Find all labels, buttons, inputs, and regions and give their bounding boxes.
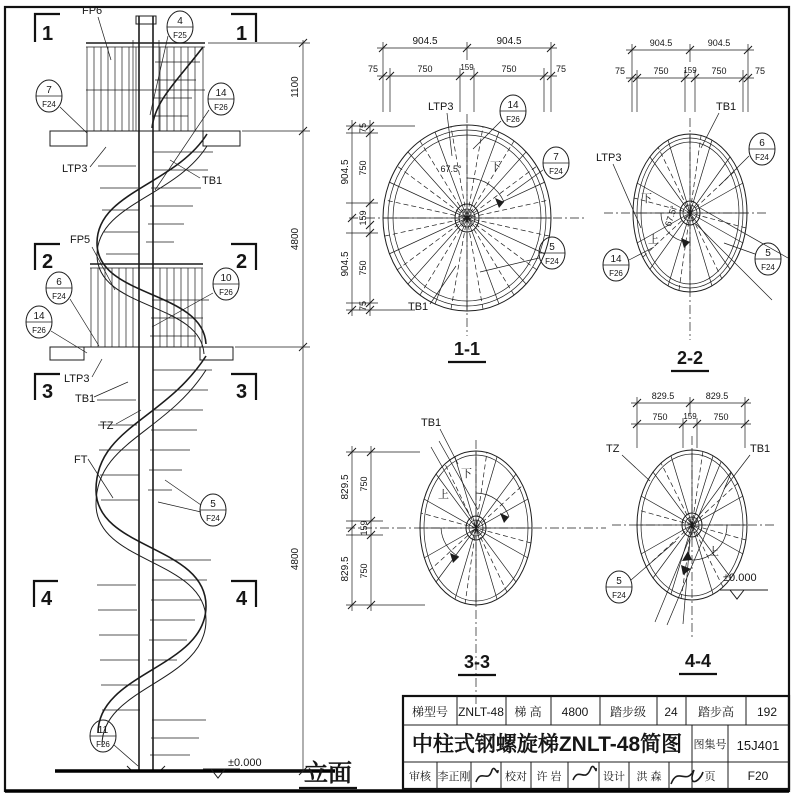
- dim: 750: [358, 260, 368, 276]
- callout-page: F24: [42, 100, 56, 109]
- callout-number: 7: [46, 85, 52, 96]
- designer-name: 洪 森: [636, 771, 662, 783]
- drawing-title: 中柱式钢螺旋梯ZNLT-48简图: [411, 733, 683, 756]
- callout-page: F24: [612, 591, 626, 600]
- label-tz: TZ: [100, 420, 114, 432]
- dim: 829.5: [651, 391, 675, 401]
- callout-5-elevation: [158, 480, 226, 526]
- callout-number: 7: [553, 152, 559, 163]
- callout-number: 14: [215, 88, 227, 99]
- plan44-dims-top: [631, 391, 751, 448]
- dim: 159: [683, 66, 697, 75]
- plan44-callout-5: [606, 541, 676, 603]
- dim: 829.5: [340, 474, 351, 500]
- dim: 750: [359, 563, 369, 579]
- plan33-dims-left: [340, 446, 425, 611]
- atlas-label: 图集号: [693, 739, 727, 751]
- callout-number: 5: [549, 242, 555, 253]
- plan44-centerlines: [612, 436, 775, 640]
- check-label: 校对: [505, 771, 527, 783]
- view-title: 立面: [304, 760, 352, 787]
- spiral-stair: [96, 47, 213, 755]
- plan-view-2-2: [596, 38, 788, 371]
- plan44-exit-stringers: [655, 462, 731, 625]
- section-number: 2: [236, 251, 248, 273]
- dim: 75: [555, 64, 567, 74]
- section-marker-1-right: [231, 14, 256, 45]
- direction-up: 上: [648, 234, 659, 246]
- view-title: 2-2: [676, 348, 704, 368]
- dim: 750: [653, 66, 669, 76]
- direction-down: 下: [490, 161, 501, 173]
- callout-number: 14: [507, 100, 519, 111]
- reviewer-signature-icon: [476, 768, 498, 782]
- callout-page: F24: [206, 514, 220, 523]
- label-tb1: TB1: [716, 101, 737, 113]
- designer-signature-icon: [671, 770, 703, 784]
- label-tb1-mid: TB1: [75, 393, 96, 405]
- steps-label: 踏步级: [609, 705, 647, 719]
- callout-number: 5: [616, 576, 622, 587]
- callout-page: F24: [545, 257, 559, 266]
- callout-page: F24: [549, 167, 563, 176]
- level-mark-elevation: [203, 757, 262, 778]
- section-marker-2-right: [231, 244, 256, 273]
- label-tz: TZ: [606, 443, 620, 455]
- section-marker-3-right: [231, 374, 256, 403]
- elevation-labels: [62, 5, 222, 498]
- section-marker-3-left: [35, 374, 60, 403]
- dim: 75: [358, 300, 368, 312]
- label-tb1: TB1: [421, 417, 442, 429]
- callout-page: F26: [32, 326, 46, 335]
- callout-number: 14: [33, 311, 45, 322]
- dim: 75: [754, 66, 766, 76]
- dim: 159: [460, 63, 474, 72]
- label-ltp3: LTP3: [428, 101, 454, 113]
- callout-number: 5: [765, 248, 771, 259]
- dim: 829.5: [705, 391, 729, 401]
- section-number: 4: [41, 588, 53, 610]
- plan11-title: [448, 339, 486, 362]
- page-number: F20: [747, 769, 769, 783]
- riser-value: 192: [756, 705, 778, 719]
- callout-page: F26: [219, 288, 233, 297]
- callout-11: [90, 720, 138, 766]
- plan11-callout-14: [473, 95, 526, 149]
- dim: 75: [614, 66, 626, 76]
- dim: 904.5: [496, 36, 522, 47]
- section-number: 1: [42, 23, 54, 45]
- elevation-view: [26, 5, 357, 788]
- callout-number: 10: [220, 273, 232, 284]
- plan11-callout-7: [507, 147, 569, 196]
- plan33-direction: [438, 467, 509, 563]
- plan11-labels: [408, 101, 456, 313]
- dim: 159: [358, 210, 368, 226]
- callout-page: F25: [173, 31, 187, 40]
- callout-page: F26: [506, 115, 520, 124]
- steps-value: 24: [664, 705, 678, 719]
- label-ltp3-mid: LTP3: [64, 373, 90, 385]
- atlas-number: 15J401: [736, 738, 780, 753]
- label-ft: FT: [74, 454, 88, 466]
- callout-number: 5: [210, 499, 216, 510]
- dim: 904.5: [340, 159, 351, 185]
- dim: 159: [683, 412, 697, 421]
- section-number: 1: [236, 23, 248, 45]
- dim: 829.5: [340, 556, 351, 582]
- height-value: 4800: [561, 705, 589, 719]
- label-tb1: TB1: [750, 443, 771, 455]
- plan22-centerlines: [604, 118, 768, 340]
- center-column: [127, 16, 165, 770]
- dim: 904.5: [707, 38, 731, 48]
- callout-number: 6: [759, 138, 765, 149]
- direction-down: 下: [461, 468, 472, 480]
- plan-view-3-3: [340, 417, 606, 712]
- view-title: 1-1: [453, 339, 481, 359]
- callout-number: 4: [177, 16, 183, 27]
- plan44-title: [679, 651, 717, 674]
- page-label: 页: [704, 771, 716, 783]
- callout-14b: [26, 306, 87, 353]
- floor-slab-top: [50, 131, 240, 146]
- dim: 159: [359, 520, 369, 536]
- callout-page: F26: [214, 103, 228, 112]
- plan22-title: [671, 348, 709, 371]
- dim: 904.5: [649, 38, 673, 48]
- callout-number: 14: [610, 254, 622, 265]
- plan-view-1-1: [340, 36, 585, 362]
- design-label: 设计: [603, 771, 625, 783]
- checker-name: 许 岩: [536, 771, 562, 783]
- plan22-labels: [596, 101, 736, 228]
- view-title: 3-3: [463, 652, 491, 672]
- guardrail-mid: [90, 264, 203, 347]
- dim: 904.5: [412, 36, 438, 47]
- level-value: ±0.000: [723, 572, 757, 584]
- elevation-title: [299, 760, 357, 788]
- elevation-dimensions: [208, 39, 310, 775]
- callout-number: 6: [56, 277, 62, 288]
- section-marker-2-left: [35, 244, 60, 273]
- callout-page: F24: [755, 153, 769, 162]
- dim-rail-height: 1100: [290, 76, 301, 98]
- section-number: 2: [42, 251, 54, 273]
- riser-label: 踏步高: [697, 705, 735, 719]
- section-marker-1-left: [35, 14, 60, 45]
- callout-page: F24: [761, 263, 775, 272]
- checker-signature-icon: [573, 766, 596, 780]
- dim-upper-storey: 4800: [290, 227, 301, 251]
- dim: 750: [501, 64, 517, 74]
- direction-up: 上: [438, 489, 449, 501]
- callout-page: F26: [96, 740, 110, 749]
- plan11-angle: [440, 160, 504, 208]
- plan11-dims-top: [368, 36, 566, 112]
- dim: 75: [358, 122, 368, 134]
- dim: 750: [652, 412, 668, 422]
- plan44-level-mark: [720, 572, 768, 599]
- height-label: 梯 高: [514, 705, 542, 719]
- callout-number: 11: [97, 725, 109, 736]
- model-value: ZNLT-48: [458, 705, 504, 719]
- callout-4: [150, 11, 193, 115]
- dim: 75: [367, 64, 379, 74]
- callout-page: F26: [609, 269, 623, 278]
- label-fp6: FP6: [82, 5, 103, 17]
- label-tb1: TB1: [408, 301, 429, 313]
- section-number: 3: [236, 381, 248, 403]
- section-marker-4-right: [231, 581, 256, 610]
- plan33-labels: [421, 417, 458, 464]
- title-block: [403, 696, 789, 789]
- direction-up: 上: [708, 546, 719, 558]
- callout-page: F24: [52, 292, 66, 301]
- guardrail-top: [86, 43, 205, 131]
- plan-view-4-4: [606, 391, 775, 674]
- angle-value: 67.5°: [440, 164, 462, 174]
- dim: 904.5: [340, 251, 351, 277]
- section-number: 3: [42, 381, 54, 403]
- section-number: 4: [236, 588, 248, 610]
- dim: 750: [713, 412, 729, 422]
- dim: 750: [417, 64, 433, 74]
- plan33-title: [458, 652, 496, 675]
- model-label: 梯型号: [411, 705, 449, 719]
- level-value: ±0.000: [228, 757, 262, 769]
- section-marker-4-left: [34, 581, 58, 610]
- dim: 750: [358, 160, 368, 176]
- direction-down: 下: [641, 193, 652, 205]
- view-title: 4-4: [684, 651, 712, 671]
- angle-value: 67.5°: [662, 204, 680, 228]
- label-fp5: FP5: [70, 234, 91, 246]
- plan22-angle: [641, 192, 690, 248]
- callout-7: [36, 80, 87, 133]
- review-label: 审核: [409, 771, 431, 783]
- label-tb1-top: TB1: [202, 175, 223, 187]
- reviewer-name: 李正刚: [437, 771, 471, 783]
- dim-lower-storey: 4800: [290, 547, 301, 571]
- dim: 750: [359, 476, 369, 492]
- plan22-dims-top: [615, 38, 765, 112]
- label-ltp3: LTP3: [596, 152, 622, 164]
- label-ltp3-top: LTP3: [62, 163, 88, 175]
- plan11-callout-5: [480, 237, 565, 272]
- dim: 750: [711, 66, 727, 76]
